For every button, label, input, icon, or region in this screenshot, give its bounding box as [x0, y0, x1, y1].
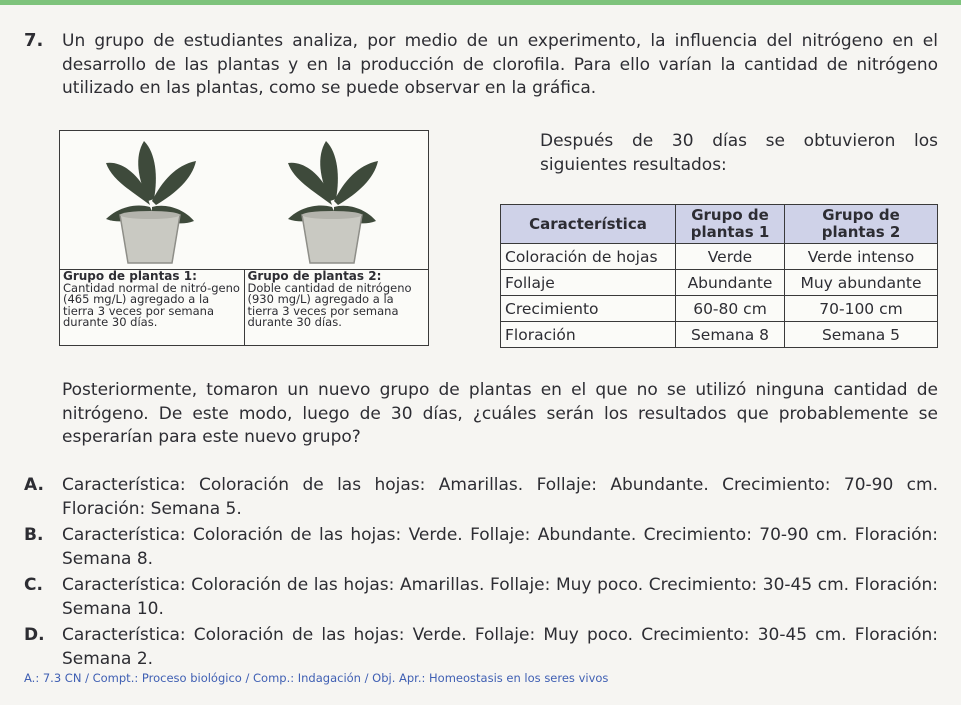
- plant-group-1-illustration: [100, 135, 200, 267]
- table-row: [501, 270, 938, 296]
- figure-captions: [60, 269, 428, 346]
- table-header-cell: Grupo de plantas 1: [676, 205, 785, 244]
- option-a[interactable]: [24, 474, 938, 521]
- table-cell: Floración: [501, 322, 676, 348]
- table-cell: Verde intenso: [785, 244, 938, 270]
- group-2-text: Doble cantidad de nitrógeno (930 mg/L) agregado a la tierra 3 veces por semana durante 30 días.: [247, 280, 412, 329]
- table-row: [501, 322, 938, 348]
- table-cell: Abundante: [676, 270, 785, 296]
- top-accent-bar: [0, 0, 961, 5]
- table-header-row: [501, 205, 938, 244]
- option-text: Característica: Coloración de las hojas: Verde. Follaje: Abundante. Crecimiento: 70-90 cm. Floración: Semana 8.: [62, 525, 938, 569]
- group-2-caption: [244, 270, 429, 346]
- table-cell: Verde: [676, 244, 785, 270]
- competency-footer: A.: 7.3 CN / Compt.: Proceso biológico / Comp.: Indagación / Obj. Apr.: Homeostasis en los seres vivos: [24, 671, 609, 685]
- option-letter: D.: [24, 625, 45, 645]
- option-letter: B.: [24, 525, 44, 545]
- table-cell: Semana 5: [785, 322, 938, 348]
- question-number: 7.: [24, 30, 44, 51]
- table-cell: 70-100 cm: [785, 296, 938, 322]
- table-cell: Crecimiento: [501, 296, 676, 322]
- option-d[interactable]: [24, 624, 938, 671]
- option-text: Característica: Coloración de las hojas: Amarillas. Follaje: Muy poco. Crecimiento: 30-45 cm. Floración: Semana 10.: [62, 575, 938, 619]
- table-header-cell: Característica: [501, 205, 676, 244]
- group-2-title: Grupo de plantas 2:: [247, 269, 382, 283]
- option-letter: A.: [24, 475, 44, 495]
- results-intro: Después de 30 días se obtuvieron los siguientes resultados:: [540, 131, 938, 175]
- table-header-cell: Grupo de plantas 2: [785, 205, 938, 244]
- answer-options: [24, 474, 938, 674]
- results-table: [500, 204, 938, 348]
- group-1-text: Cantidad normal de nitró-geno (465 mg/L) agregado a la tierra 3 veces por semana durante 30 días.: [63, 280, 240, 329]
- group-1-title: Grupo de plantas 1:: [63, 269, 197, 283]
- table-cell: Semana 8: [676, 322, 785, 348]
- table-cell: Coloración de hojas: [501, 244, 676, 270]
- table-row: [501, 244, 938, 270]
- table-cell: Follaje: [501, 270, 676, 296]
- option-text: Característica: Coloración de las hojas: Verde. Follaje: Muy poco. Crecimiento: 30-45 cm. Floración: Semana 2.: [62, 625, 938, 669]
- plant-group-2-illustration: [282, 135, 382, 267]
- question-stem: Un grupo de estudiantes analiza, por medio de un experimento, la influencia del nitrógeno en el desarrollo de las plantas y en la producción de clorofila. Para ello varían la cantidad de nitrógeno utilizado en las plantas, como se puede observar en la gráfica.: [62, 31, 938, 98]
- experiment-figure: [59, 130, 429, 346]
- option-letter: C.: [24, 575, 43, 595]
- group-1-caption: [60, 270, 244, 346]
- question-followup: Posteriormente, tomaron un nuevo grupo de plantas en el que no se utilizó ninguna cantidad de nitrógeno. De este modo, luego de 30 días, ¿cuáles serán los resultados que probablemente se esperarían para este nuevo grupo?: [62, 380, 938, 447]
- option-c[interactable]: [24, 574, 938, 621]
- table-cell: 60-80 cm: [676, 296, 785, 322]
- table-row: [501, 296, 938, 322]
- option-text: Característica: Coloración de las hojas: Amarillas. Follaje: Abundante. Crecimiento: 70-90 cm. Floración: Semana 5.: [62, 475, 938, 519]
- table-cell: Muy abundante: [785, 270, 938, 296]
- option-b[interactable]: [24, 524, 938, 571]
